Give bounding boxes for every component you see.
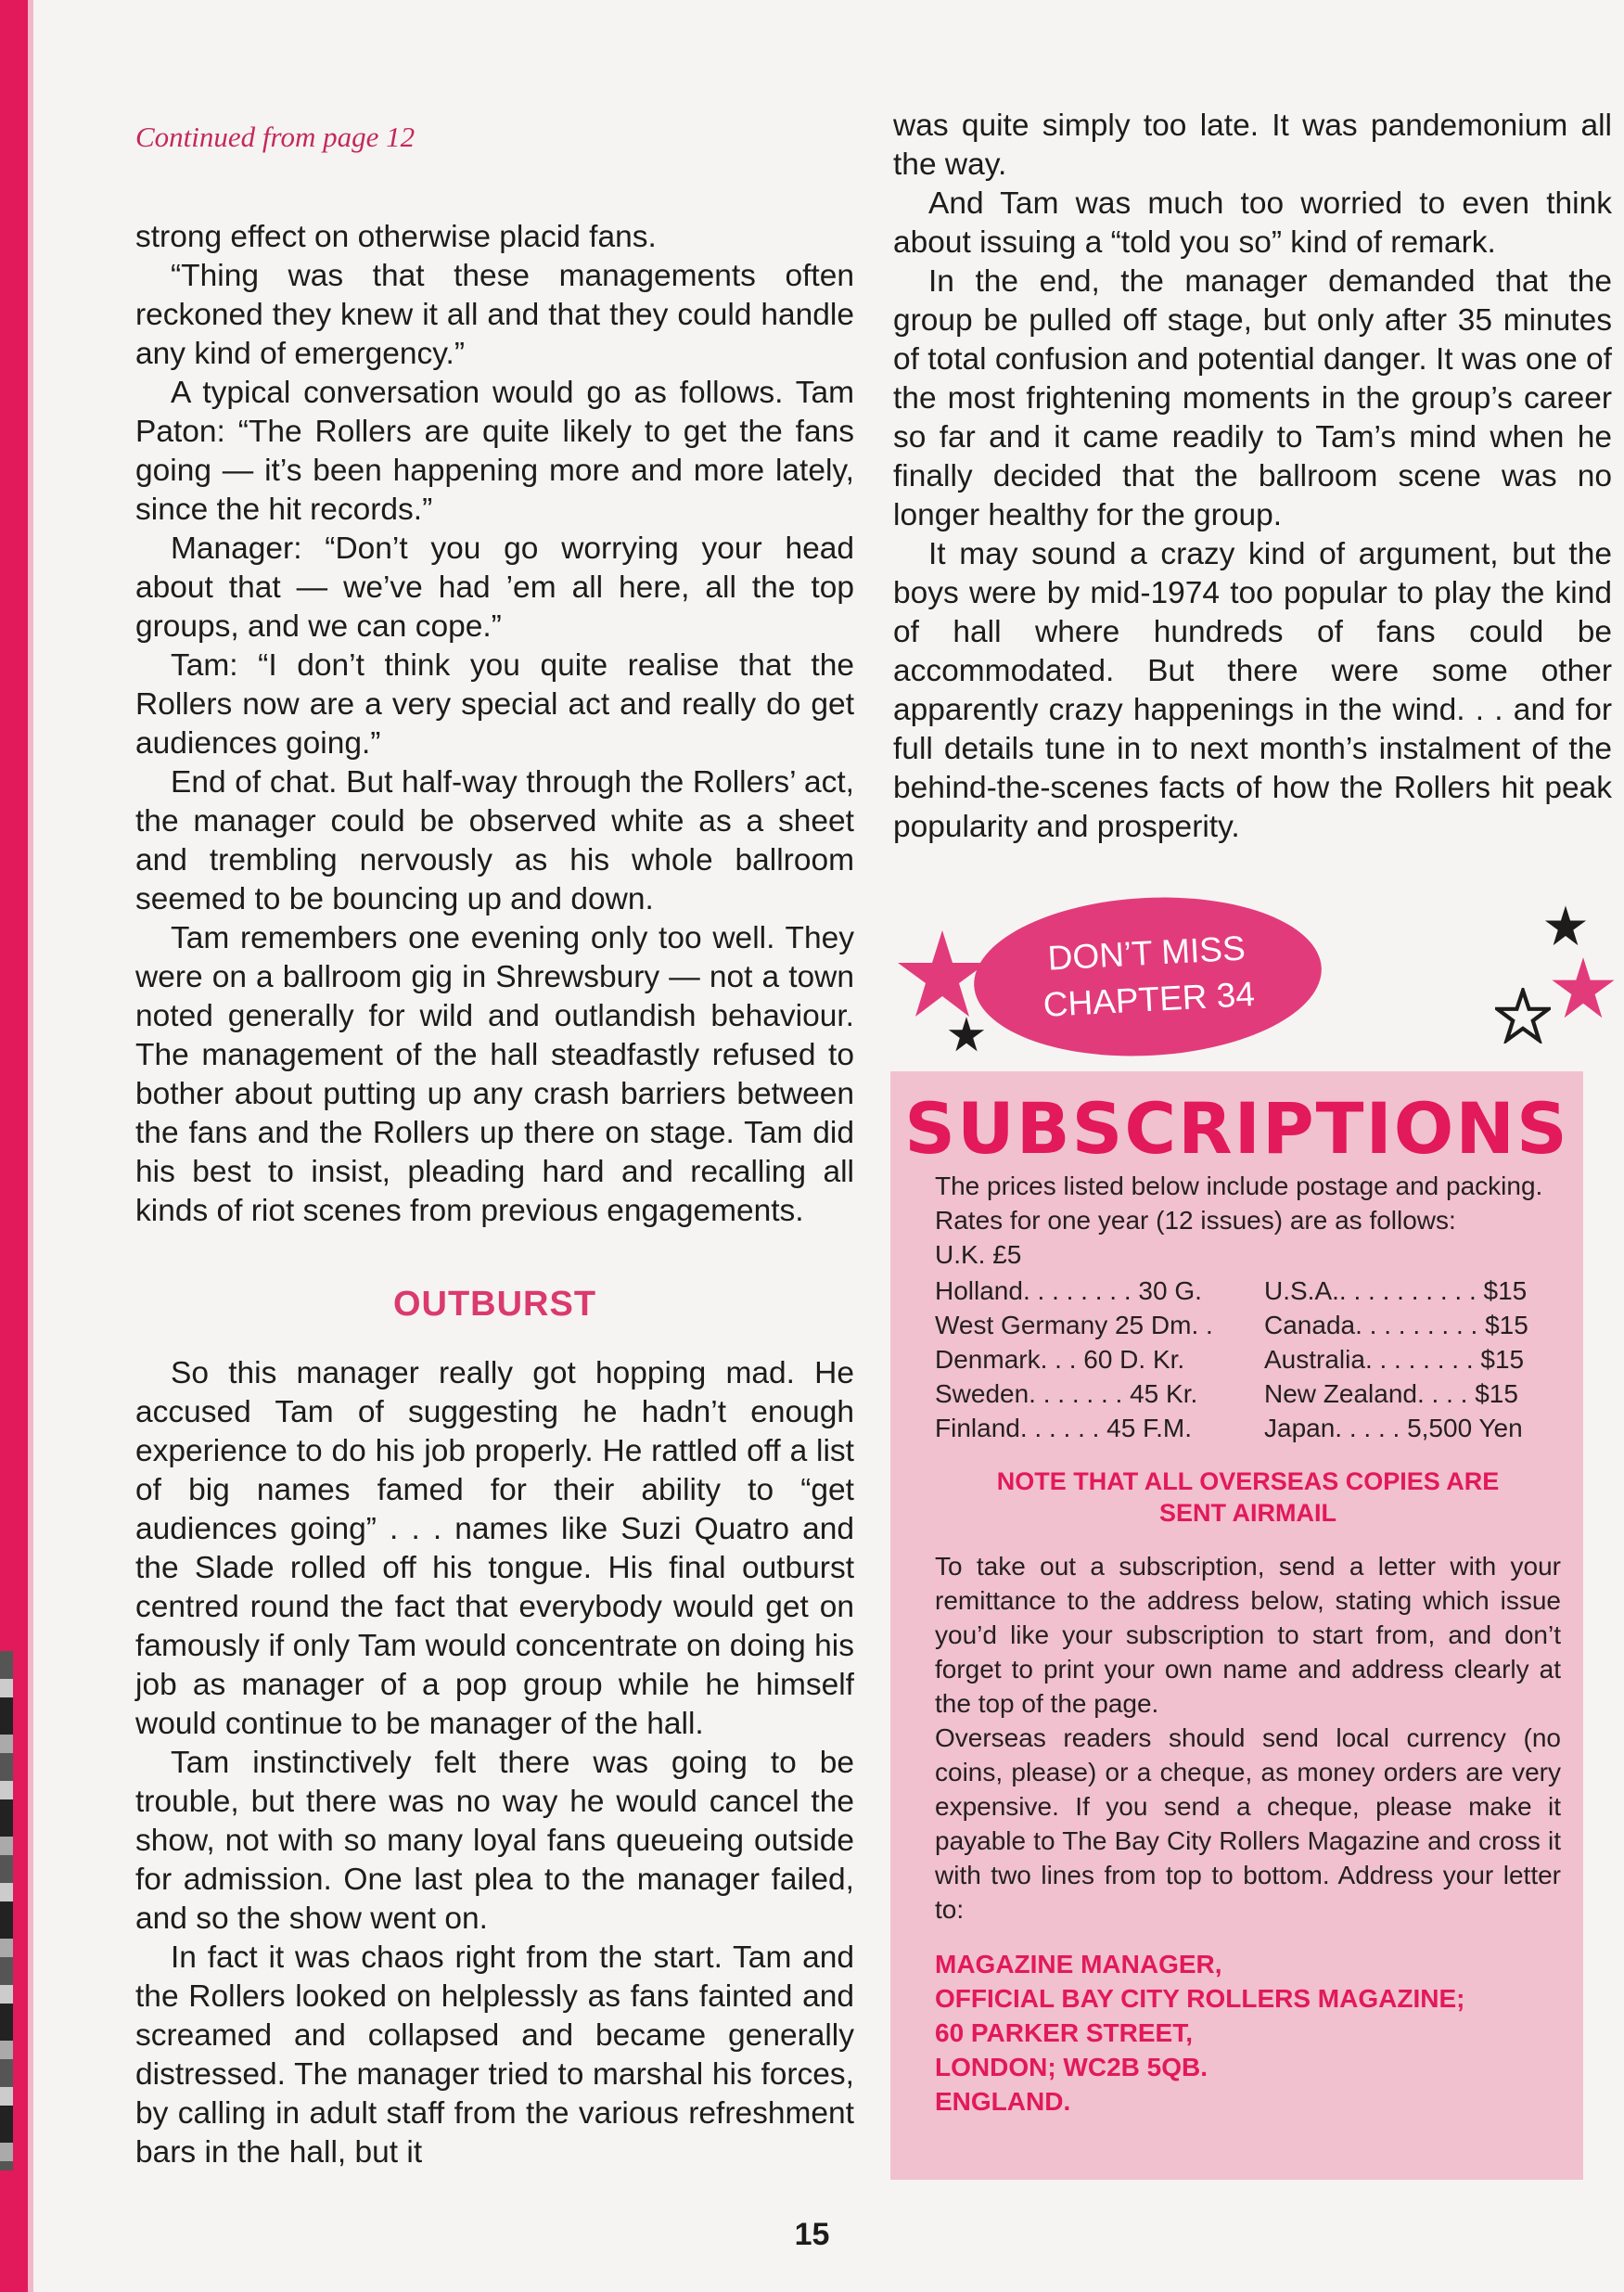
rates-table <box>935 1274 1561 1445</box>
address-line: LONDON; WC2B 5QB. <box>935 2053 1208 2081</box>
rate-cell: Japan. . . . . 5,500 Yen <box>1264 1414 1523 1442</box>
outline-star-icon <box>1495 988 1551 1044</box>
paragraph: A typical conversation would go as follows. Tam Paton: “The Rollers are quite likely to get the fans going — it’s been happening more and more lately, since the hit records.” <box>135 376 854 527</box>
address-line: OFFICIAL BAY CITY ROLLERS MAGAZINE; <box>935 1984 1465 2013</box>
paragraph: Manager: “Don’t you go worrying your head about that — we’ve had ’em all here, all the top groups, and we can cope.” <box>135 531 854 644</box>
paragraph: End of chat. But half-way through the Rollers’ act, the manager could be observed white as a sheet and trembling nervously as his whole ballroom seemed to be bouncing up and down. <box>135 765 854 916</box>
subscriptions-body <box>935 1169 1561 2119</box>
rate-row <box>935 1376 1561 1411</box>
rate-cell: Australia. . . . . . . . $15 <box>1264 1345 1525 1374</box>
pink-star-icon <box>1551 955 1616 1020</box>
banner-line-1: DON’T MISS <box>1046 928 1247 978</box>
subscriptions-title: SUBSCRIPTIONS <box>904 1087 1569 1170</box>
rate-cell: Holland. . . . . . . . 30 G. <box>935 1276 1202 1305</box>
left-column <box>135 218 854 1231</box>
paragraph: In fact it was chaos right from the start. Tam and the Rollers looked on helplessly as fans fainted and screamed and collapsed and became generally distressed. The manager tried to marshal his forces, by calling in adult staff from the various refreshment bars in the hall, but it <box>135 1940 854 2170</box>
rate-cell: West Germany 25 Dm. . <box>935 1311 1213 1339</box>
right-column <box>893 107 1612 847</box>
address-line: 60 PARKER STREET, <box>935 2018 1193 2047</box>
rate-cell: Finland. . . . . . 45 F.M. <box>935 1414 1192 1442</box>
rate-cell: New Zealand. . . . $15 <box>1264 1379 1518 1408</box>
continued-note: Continued from page 12 <box>135 121 416 153</box>
airmail-note <box>935 1466 1561 1529</box>
airmail-note-line-2: SENT AIRMAIL <box>1159 1499 1336 1527</box>
rate-row <box>935 1274 1561 1308</box>
subscriptions-uk-rate: U.K. £5 <box>935 1240 1022 1269</box>
rate-row <box>935 1411 1561 1445</box>
instructions-paragraph: To take out a subscription, send a letter with your remittance to the address below, stating which issue you’d like your subscription to start from, and don’t forget to print your own name and address clearly at the top of the page. <box>935 1552 1561 1718</box>
rate-cell: Sweden. . . . . . . 45 Kr. <box>935 1379 1198 1408</box>
paragraph: Tam instinctively felt there was going to be trouble, but there was no way he would cancel the show, not with so many loyal fans queueing outside for admission. One last plea to the manager failed, and so the show went on. <box>135 1746 854 1936</box>
airmail-note-line-1: NOTE THAT ALL OVERSEAS COPIES ARE <box>996 1467 1500 1495</box>
rate-row <box>935 1308 1561 1342</box>
address-line: MAGAZINE MANAGER, <box>935 1950 1222 1978</box>
paragraph: “Thing was that these managements often reckoned they knew it all and that they could handle any kind of emergency.” <box>135 259 854 371</box>
instructions-paragraph: Overseas readers should send local currency (no coins, please) or a cheque, as money orders are very expensive. If you send a cheque, please make it payable to The Bay City Rollers Magazine and cross it with two lines from top to bottom. Address your letter to: <box>935 1723 1561 1924</box>
mailing-address <box>935 1947 1561 2119</box>
rate-row <box>935 1342 1561 1376</box>
paragraph: Tam remembers one evening only too well. They were on a ballroom gig in Shrewsbury — not a town noted generally for wild and outlandish behaviour. The management of the hall steadfastly refused to bother about putting up any crash barriers between the fans and the Rollers up there on stage. Tam did his best to insist, pleading hard and recalling all kinds of riot scenes from previous engagements. <box>135 921 854 1228</box>
rate-cell: Denmark. . . 60 D. Kr. <box>935 1345 1185 1374</box>
adjacent-page-edge <box>0 1651 13 2170</box>
paragraph: It may sound a crazy kind of argument, but the boys were by mid-1974 too popular to play the kind of hall where hundreds of fans could be accommodated. But there were some other apparently crazy happenings in the wind. . . and for full details tune in to next month’s instalment of the behind-the-scenes facts of how the Rollers hit peak popularity and prosperity. <box>893 537 1612 844</box>
paragraph: And Tam was much too worried to even think about issuing a “told you so” kind of remark. <box>893 186 1612 260</box>
subscriptions-rates-heading: Rates for one year (12 issues) are as follows: <box>935 1206 1456 1235</box>
address-line: ENGLAND. <box>935 2087 1071 2116</box>
paragraph: In the end, the manager demanded that the group be pulled off stage, but only after 35 minutes of total confusion and potential danger. It was one of the most frightening moments in the group’s career so far and it came readily to Tam’s mind when he finally decided that the ballroom scene was no longer healthy for the group. <box>893 264 1612 532</box>
paragraph: Tam: “I don’t think you quite realise that the Rollers now are a very special act and really do get audiences going.” <box>135 648 854 761</box>
section-heading-outburst: OUTBURST <box>392 1285 597 1324</box>
left-column-continued <box>135 1354 854 2172</box>
paragraph: strong effect on otherwise placid fans. <box>135 220 657 254</box>
subscriptions-intro: The prices listed below include postage and packing. <box>935 1172 1543 1200</box>
paragraph: was quite simply too late. It was pandemonium all the way. <box>893 109 1612 182</box>
spine-highlight <box>28 0 33 2292</box>
page-number: 15 <box>794 2217 830 2252</box>
rate-cell: U.S.A.. . . . . . . . . . $15 <box>1264 1276 1528 1305</box>
banner-line-2: CHAPTER 34 <box>1042 975 1256 1024</box>
black-star-icon <box>1544 904 1587 947</box>
subscription-instructions <box>935 1549 1561 1927</box>
paragraph: So this manager really got hopping mad. He accused Tam of suggesting he hadn’t enough experience to do his job properly. He rattled off a list of big names famed for their ability to “get audiences going” . . . names like Suzi Quatro and the Slade rolled off his tongue. His final outburst centred round the fact that everybody would get on famously if only Tam would concentrate on doing his job as manager of a pop group while he himself would continue to be manager of the hall. <box>135 1356 854 1741</box>
dont-miss-banner <box>970 889 1325 1064</box>
rate-cell: Canada. . . . . . . . . $15 <box>1264 1311 1528 1339</box>
subscriptions-box <box>890 1071 1583 2180</box>
black-star-icon <box>948 1016 985 1053</box>
